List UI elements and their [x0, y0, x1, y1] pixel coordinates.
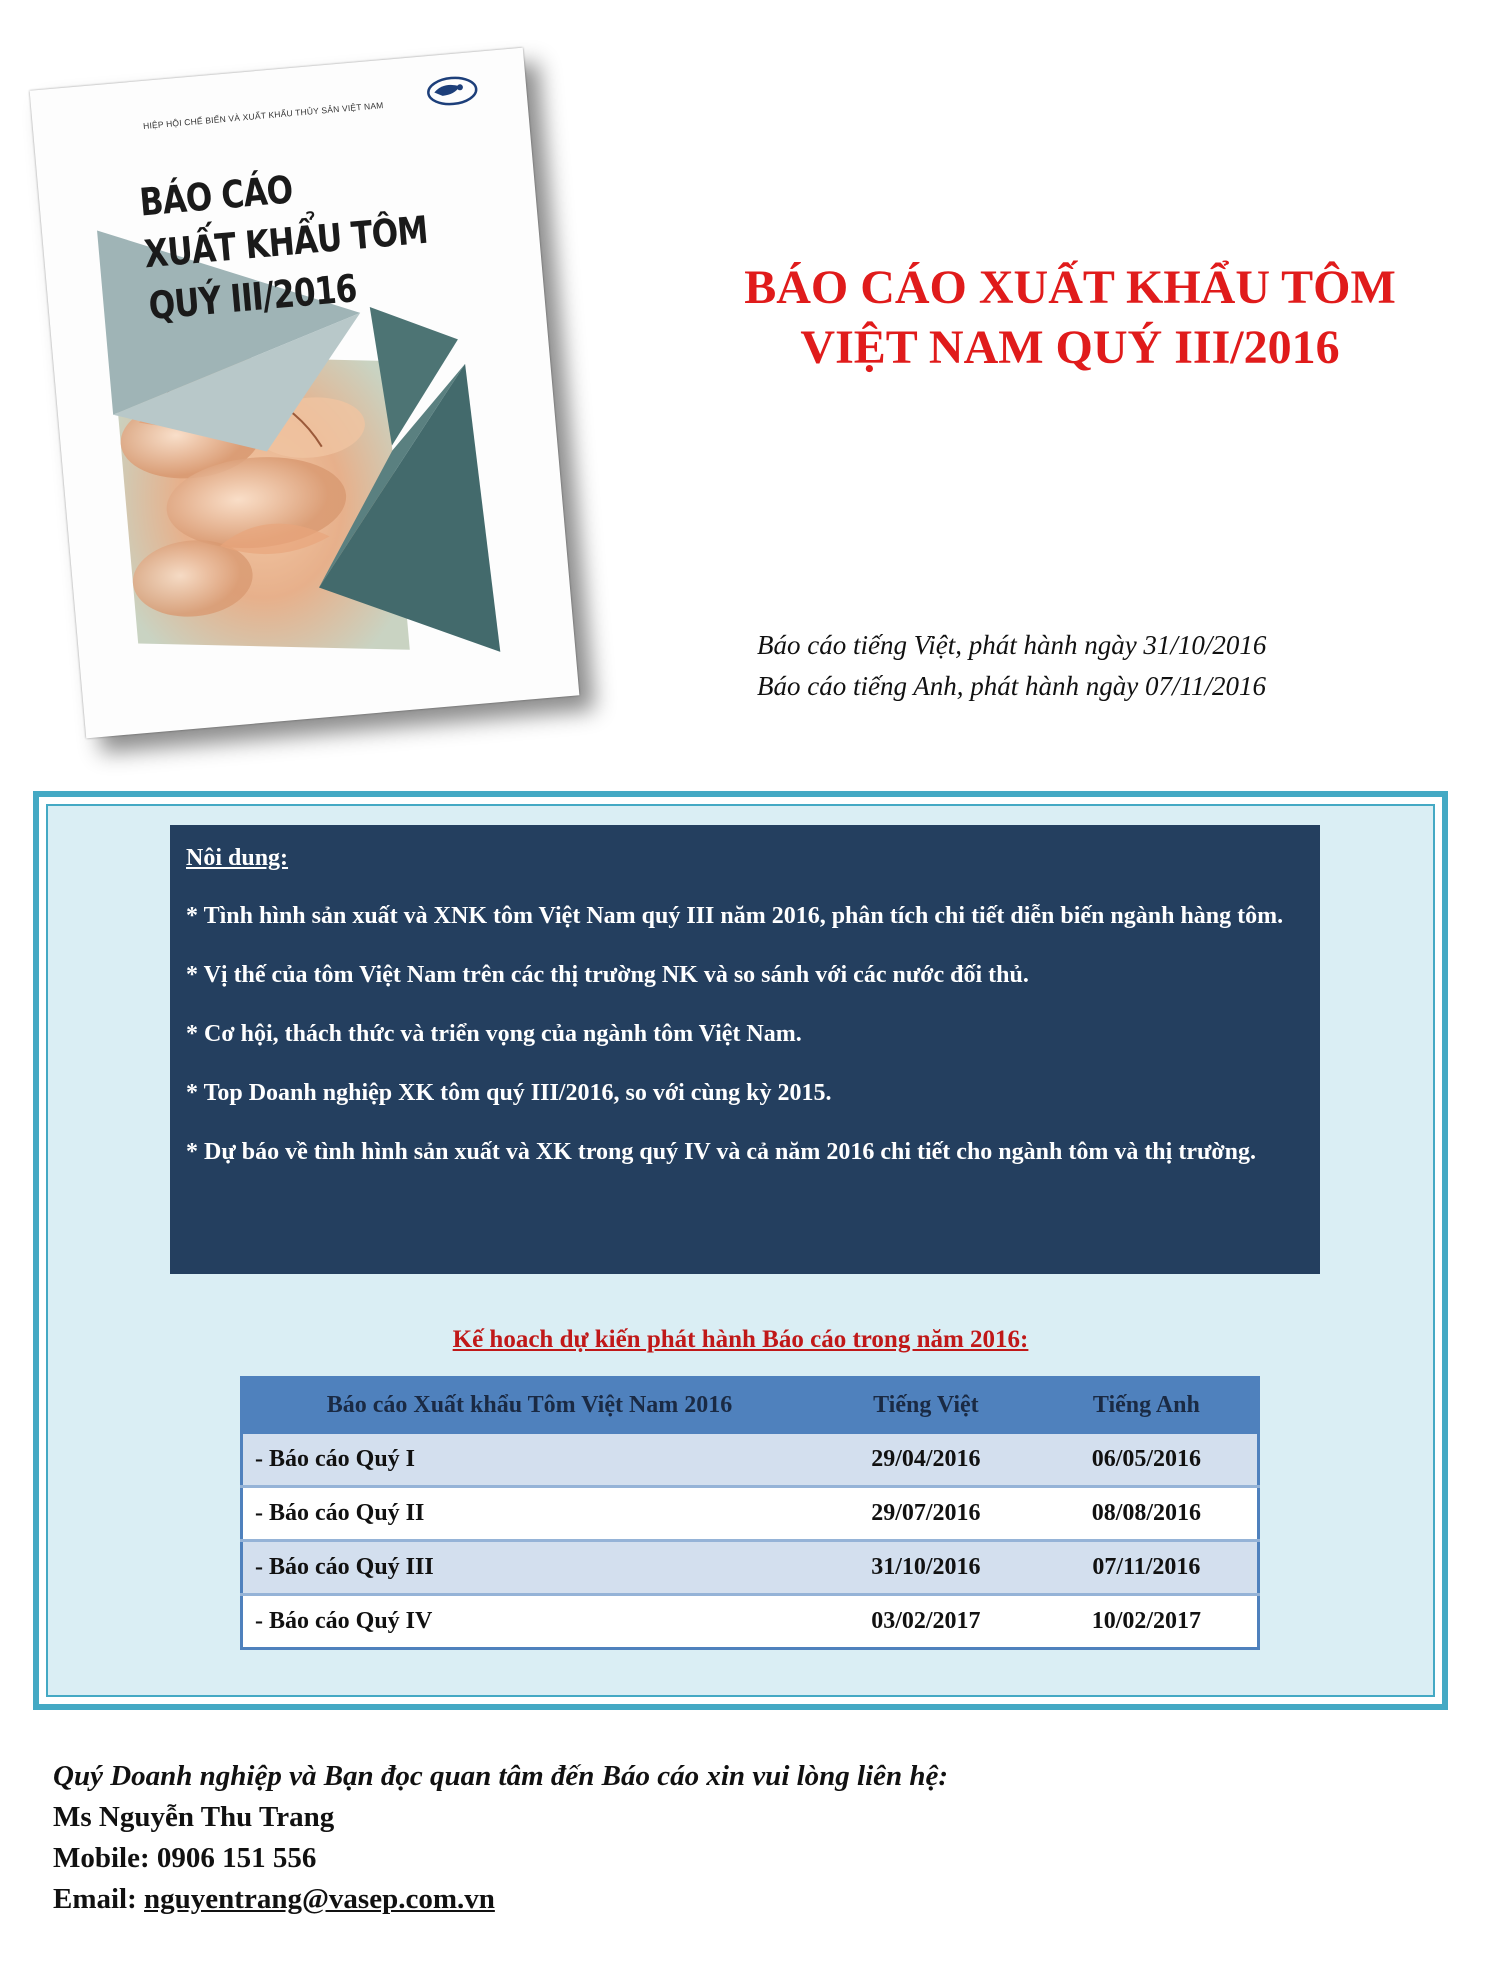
content-heading: Nôi dung:: [186, 845, 289, 871]
table-row: [242, 1541, 1259, 1595]
table-header-row: [242, 1378, 1259, 1433]
date-english: 06/05/2016: [1036, 1433, 1259, 1487]
report-name: - Báo cáo Quý IV: [242, 1595, 817, 1649]
contact-name: Ms Nguyễn Thu Trang: [53, 1801, 335, 1833]
contact-mobile-line: [53, 1838, 948, 1879]
page-title-line-1: BÁO CÁO XUẤT KHẨU TÔM: [744, 261, 1396, 314]
report-name: - Báo cáo Quý II: [242, 1487, 817, 1541]
release-schedule-table: [240, 1376, 1260, 1650]
content-list: [186, 896, 1304, 1173]
cover-title-line: QUÝ III/2016: [146, 266, 359, 329]
release-english: Báo cáo tiếng Anh, phát hành ngày 07/11/2016: [757, 671, 1266, 701]
content-item: * Dự báo về tình hình sản xuất và XK trong quý IV và cả năm 2016 chi tiết cho ngành tôm và thị trường.: [186, 1139, 1257, 1165]
content-item: * Top Doanh nghiệp XK tôm quý III/2016, so với cùng kỳ 2015.: [186, 1080, 832, 1106]
email-label: Email:: [53, 1883, 137, 1915]
date-vietnamese: 31/10/2016: [816, 1541, 1036, 1595]
cover-artwork: [30, 48, 580, 739]
page-title: [680, 258, 1460, 378]
contact-section: [53, 1756, 948, 1920]
mobile-number: 0906 151 556: [156, 1842, 317, 1874]
release-vietnamese: Báo cáo tiếng Việt, phát hành ngày 31/10/2016: [757, 630, 1267, 660]
date-english: 08/08/2016: [1036, 1487, 1259, 1541]
mobile-label: Mobile:: [53, 1842, 150, 1874]
cover-title: [138, 152, 435, 332]
info-box: [33, 791, 1448, 1710]
column-header-report: Báo cáo Xuất khẩu Tôm Việt Nam 2016: [242, 1378, 817, 1433]
cover-title-line: XUẤT KHẨU TÔM: [142, 207, 430, 277]
plan-title: Kế hoach dự kiến phát hành Báo cáo trong năm 2016:: [452, 1326, 1029, 1353]
date-english: 07/11/2016: [1036, 1541, 1259, 1595]
cover-organization-name: HIỆP HỘI CHẾ BIẾN VÀ XUẤT KHẨU THỦY SẢN VIỆT NAM: [142, 100, 384, 132]
report-cover-image: [32, 28, 592, 768]
date-vietnamese: 03/02/2017: [816, 1595, 1036, 1649]
info-box-inner: [46, 804, 1435, 1697]
page-title-line-2: VIỆT NAM QUÝ III/2016: [800, 321, 1340, 374]
date-english: 10/02/2017: [1036, 1595, 1259, 1649]
cover-title-line: BÁO CÁO: [137, 167, 295, 225]
content-item: * Vị thế của tôm Việt Nam trên các thị trường NK và so sánh với các nước đối thủ.: [186, 962, 1029, 988]
table-row: [242, 1433, 1259, 1487]
report-name: - Báo cáo Quý I: [242, 1433, 817, 1487]
email-link[interactable]: nguyentrang@vasep.com.vn: [144, 1883, 495, 1915]
contact-email-line: [53, 1879, 948, 1920]
vasep-logo-icon: [425, 74, 479, 108]
report-name: - Báo cáo Quý III: [242, 1541, 817, 1595]
table-row: [242, 1487, 1259, 1541]
cover-page: [30, 48, 580, 739]
release-dates: [757, 625, 1357, 707]
column-header-vietnamese: Tiếng Việt: [816, 1378, 1036, 1433]
date-vietnamese: 29/07/2016: [816, 1487, 1036, 1541]
date-vietnamese: 29/04/2016: [816, 1433, 1036, 1487]
content-item: * Tình hình sản xuất và XNK tôm Việt Nam quý III năm 2016, phân tích chi tiết diễn biến ngành hàng tôm.: [186, 903, 1284, 929]
column-header-english: Tiếng Anh: [1036, 1378, 1259, 1433]
content-item: * Cơ hội, thách thức và triển vọng của ngành tôm Việt Nam.: [186, 1021, 802, 1047]
content-panel: [170, 825, 1320, 1274]
contact-intro: Quý Doanh nghiệp và Bạn đọc quan tâm đến Báo cáo xin vui lòng liên hệ:: [53, 1760, 949, 1792]
table-row: [242, 1595, 1259, 1649]
